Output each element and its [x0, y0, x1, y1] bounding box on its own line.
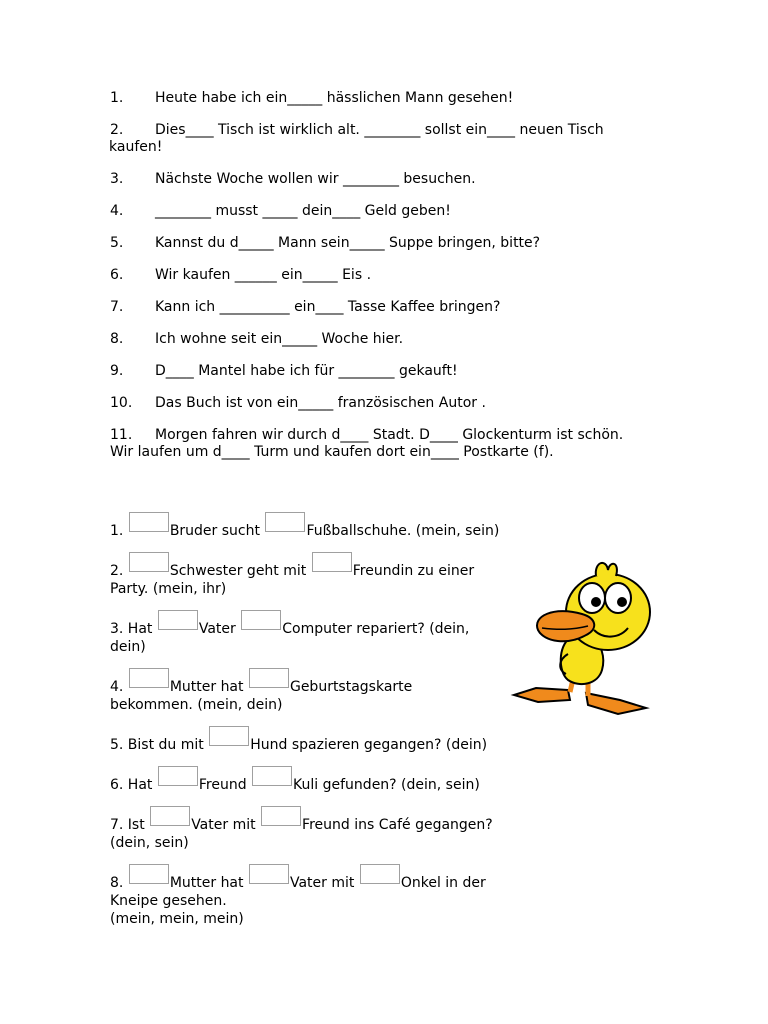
fill-item-5	[110, 726, 520, 754]
item-text-continued: dein)	[110, 639, 146, 655]
item-label: 7. Ist	[110, 817, 145, 833]
exercise-item-10	[110, 395, 650, 412]
item-text: Das Buch ist von ein_____ französischen Autor .	[155, 395, 486, 411]
answer-box[interactable]	[249, 668, 289, 688]
fill-item-1	[110, 512, 520, 540]
item-text: Mutter hat	[169, 875, 244, 891]
exercise-item-9	[110, 363, 650, 380]
item-number: 8.	[110, 331, 124, 347]
item-text: Ich wohne seit ein_____ Woche hier.	[155, 331, 404, 347]
item-label: 5. Bist du mit	[110, 737, 204, 753]
item-text: Freund	[198, 777, 247, 793]
fill-item-6	[110, 766, 520, 794]
item-label: 3. Hat	[110, 621, 153, 637]
exercise-part-1	[110, 90, 650, 476]
item-text-continued: (mein, mein, mein)	[110, 911, 244, 927]
exercise-item-5	[110, 235, 650, 252]
item-text: Geburtstagskarte	[289, 679, 413, 695]
item-text: Vater mit	[191, 817, 256, 833]
item-text: Wir kaufen ______ ein_____ Eis .	[155, 267, 372, 283]
item-text: Freund ins Café gegangen? (dein, sein)	[110, 817, 493, 851]
item-number: 4.	[110, 203, 124, 219]
item-text: Fußballschuhe. (mein, sein)	[306, 523, 500, 539]
exercise-item-7	[110, 299, 650, 316]
fill-item-3	[110, 610, 520, 656]
item-number: 11.	[110, 427, 133, 443]
item-text: Morgen fahren wir durch d____ Stadt. D____ Glockenturm ist schön.	[155, 427, 624, 443]
answer-box[interactable]	[265, 512, 305, 532]
answer-box[interactable]	[158, 610, 198, 630]
item-text: Kann ich __________ ein____ Tasse Kaffee bringen?	[155, 299, 501, 315]
duck-left-foot	[514, 688, 570, 702]
answer-box[interactable]	[209, 726, 249, 746]
item-text: Hund spazieren gegangen? (dein)	[250, 737, 488, 753]
answer-box[interactable]	[129, 864, 169, 884]
item-number: 6.	[110, 267, 124, 283]
item-text-continued: bekommen. (mein, dein)	[110, 697, 283, 713]
item-text-continued: kaufen!	[109, 139, 163, 155]
exercise-item-4	[110, 203, 650, 220]
fill-item-7	[110, 806, 520, 852]
item-text: Vater mit	[289, 875, 355, 891]
item-label: 1.	[110, 523, 124, 539]
exercise-item-11	[110, 427, 650, 461]
exercise-part-2	[110, 512, 520, 940]
duck-cartoon-icon	[508, 550, 653, 725]
answer-box[interactable]	[150, 806, 190, 826]
item-number: 5.	[110, 235, 124, 251]
item-label: 2.	[110, 563, 124, 579]
exercise-item-2	[110, 122, 650, 156]
item-text: Bruder sucht	[169, 523, 260, 539]
exercise-item-1	[110, 90, 650, 107]
item-text-continued: Wir laufen um d____ Turm und kaufen dort ein____ Postkarte (f).	[110, 444, 554, 460]
answer-box[interactable]	[360, 864, 400, 884]
item-text: Schwester geht mit	[169, 563, 307, 579]
answer-box[interactable]	[129, 552, 169, 572]
item-text: Onkel in der Kneipe gesehen.	[110, 875, 486, 909]
item-number: 3.	[110, 171, 124, 187]
item-text: ________ musst _____ dein____ Geld geben!	[155, 203, 451, 219]
item-text: Computer repariert? (dein,	[282, 621, 470, 637]
item-number: 2.	[110, 122, 124, 138]
item-text: Heute habe ich ein_____ hässlichen Mann gesehen!	[155, 90, 514, 106]
item-text: Kuli gefunden? (dein, sein)	[293, 777, 480, 793]
item-text: D____ Mantel habe ich für ________ gekauft!	[155, 363, 458, 379]
answer-box[interactable]	[158, 766, 198, 786]
fill-item-8	[110, 864, 520, 928]
item-number: 7.	[110, 299, 124, 315]
exercise-item-8	[110, 331, 650, 348]
fill-item-4	[110, 668, 520, 714]
item-text: Vater	[198, 621, 236, 637]
item-number: 10.	[110, 395, 133, 411]
answer-box[interactable]	[261, 806, 301, 826]
item-text: Kannst du d_____ Mann sein_____ Suppe bringen, bitte?	[155, 235, 541, 251]
exercise-item-3	[110, 171, 650, 188]
answer-box[interactable]	[312, 552, 352, 572]
item-text: Nächste Woche wollen wir ________ besuchen.	[155, 171, 476, 187]
item-text: Freundin zu einer	[352, 563, 475, 579]
answer-box[interactable]	[249, 864, 289, 884]
exercise-item-6	[110, 267, 650, 284]
item-text: Dies____ Tisch ist wirklich alt. ________ sollst ein____ neuen Tisch	[155, 122, 604, 138]
item-number: 9.	[110, 363, 124, 379]
item-label: 8.	[110, 875, 124, 891]
answer-box[interactable]	[129, 512, 169, 532]
item-text: Mutter hat	[169, 679, 244, 695]
item-label: 6. Hat	[110, 777, 153, 793]
answer-box[interactable]	[252, 766, 292, 786]
duck-right-foot	[586, 693, 646, 714]
item-number: 1.	[110, 90, 124, 106]
item-text-continued: Party. (mein, ihr)	[110, 581, 227, 597]
item-label: 4.	[110, 679, 124, 695]
answer-box[interactable]	[129, 668, 169, 688]
fill-item-2	[110, 552, 520, 598]
answer-box[interactable]	[241, 610, 281, 630]
